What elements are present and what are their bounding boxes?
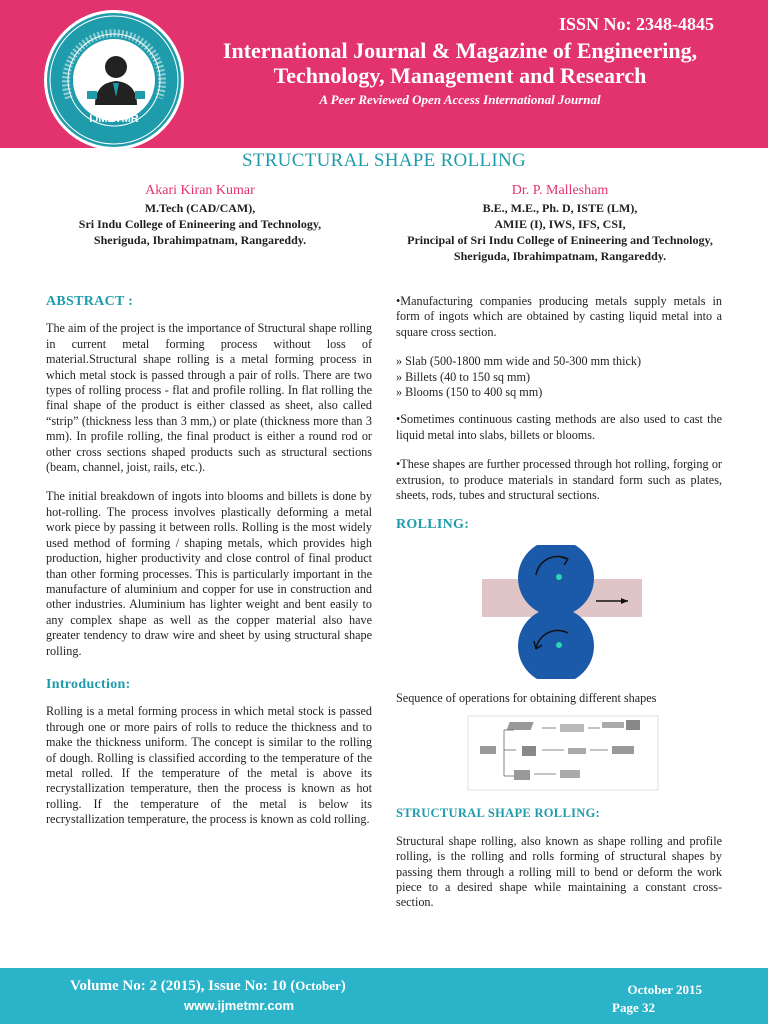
journal-logo xyxy=(44,10,184,150)
casting-paragraph: •Sometimes continuous casting methods are also used to cast the liquid metal into slabs, billets or blooms. xyxy=(396,412,722,442)
ingot-paragraph: •Manufacturing companies producing metals supply metals in form of ingots which are obtained by casting liquid metal into a square cross section. xyxy=(396,294,722,339)
processing-paragraph: •These shapes are further processed through hot rolling, forging or extrusion, to produce materials in standard form such as plates, sheets, rods, tubes and structural sections. xyxy=(396,457,722,503)
volume-close: ) xyxy=(340,978,346,994)
logo-abbreviation: IJMETMR xyxy=(89,113,139,125)
author-block-2 xyxy=(398,182,722,264)
list-item: » Billets (40 to 150 sq mm) xyxy=(396,369,531,384)
page-number: Page 32 xyxy=(612,1000,655,1015)
author-name: Dr. P. Mallesham xyxy=(511,183,609,198)
abstract-paragraph: The aim of the project is the importance of Structural shape rolling in current metal forming process without loss of material.Structural shape rolling is a metal forming process in which metal stock is passed through a pair of rolls. There are two types of rolling process - flat and profile rolling. In flat rolling the final shape of the product is either classed as sheet, also called “strip” (thickness less than 3 mm,) or plate (thickness more than 3 mm). In profile rolling, the final product is either a round rod or other cross sections shaped products such as structural sections (beam, channel, joist, rails, etc.). xyxy=(46,321,372,475)
volume-text: Volume No: 2 (2015), Issue No: 10 ( xyxy=(70,978,296,994)
author-affiliation-line: M.Tech (CAD/CAM), xyxy=(144,201,256,215)
list-item: » Slab (500-1800 mm wide and 50-300 mm thick) xyxy=(396,354,642,369)
structural-shape-rolling-heading: STRUCTURAL SHAPE ROLLING: xyxy=(396,806,601,821)
author-affiliation-line: AMIE (I), IWS, IFS, CSI, xyxy=(494,217,626,231)
abstract-paragraph: The initial breakdown of ingots into blooms and billets is done by hot-rolling. The process involves plastically deforming a metal work piece by passing it between rolls. Rolling is the most widely used method of forming / shaping metals, which provides high production, higher productivity and close control of final product than other forming processes. This is particularly important in the manufacture of aluminium and copper for use in construction and other industries. Aluminium has lighter weight and bent easily to any complex shape as well as the copper material also have greater tendency to draw wire and sheet by using structural shape rolling. xyxy=(46,489,372,658)
issue-date: October 2015 xyxy=(627,982,702,997)
sequence-caption: Sequence of operations for obtaining different shapes xyxy=(396,690,657,705)
author-affiliation-line: Sheriguda, Ibrahimpatnam, Rangareddy. xyxy=(93,233,307,247)
author-affiliation-line: Principal of Sri Indu College of Enineering and Technology, xyxy=(407,233,713,247)
sequence-diagram xyxy=(396,710,722,792)
rolling-heading: ROLLING: xyxy=(396,517,470,533)
introduction-paragraph: Rolling is a metal forming process in which metal stock is passed through one or more pairs of rolls to reduce the thickness and to make the thickness uniform. The concept is similar to the rolling of dough. Rolling is classified according to the temperature of the metal rolled. If the temperature of the metal is above its recrystallization temperature, then the process is known as hot rolling. If the temperature of the metal is below its recrystallization temperature, the process is known as cold rolling. xyxy=(46,704,372,827)
author-affiliation-line: Sheriguda, Ibrahimpatnam, Rangareddy. xyxy=(453,249,667,263)
author-name: Akari Kiran Kumar xyxy=(145,183,255,198)
journal-url[interactable]: www.ijmetmr.com xyxy=(184,998,295,1013)
logo-emblem xyxy=(71,37,157,123)
person-icon xyxy=(73,39,157,123)
list-item: » Blooms (150 to 400 sq mm) xyxy=(396,385,543,400)
article-title: STRUCTURAL SHAPE ROLLING xyxy=(241,150,527,171)
volume-issue xyxy=(70,978,346,995)
rolling-mill-illustration xyxy=(396,545,722,679)
author-affiliation-line: B.E., M.E., Ph. D, ISTE (LM), xyxy=(482,201,638,215)
abstract-heading: ABSTRACT : xyxy=(46,294,134,309)
rolling-diagram xyxy=(396,545,722,679)
author-affiliation-line: Sri Indu College of Enineering and Technology, xyxy=(78,217,322,231)
right-column xyxy=(396,294,722,925)
journal-title: International Journal & Magazine of Engineering, Technology, Management and Research xyxy=(222,38,698,88)
introduction-heading: Introduction: xyxy=(46,676,131,692)
journal-subtitle: A Peer Reviewed Open Access International Journal xyxy=(319,92,601,107)
volume-month: October xyxy=(295,978,341,993)
author-block-1 xyxy=(30,182,370,248)
issn-number: ISSN No: 2348-4845 xyxy=(558,14,714,34)
shape-list xyxy=(396,354,722,400)
structural-shape-rolling-paragraph: Structural shape rolling, also known as shape rolling and profile rolling, is the rolling and rolls forming of structural shapes by passing them through a rolling mill to bend or deform the work piece to a desired shape while maintaining a constant cross-section. xyxy=(396,833,722,910)
left-column xyxy=(46,294,372,842)
shape-sequence-illustration xyxy=(396,710,722,792)
